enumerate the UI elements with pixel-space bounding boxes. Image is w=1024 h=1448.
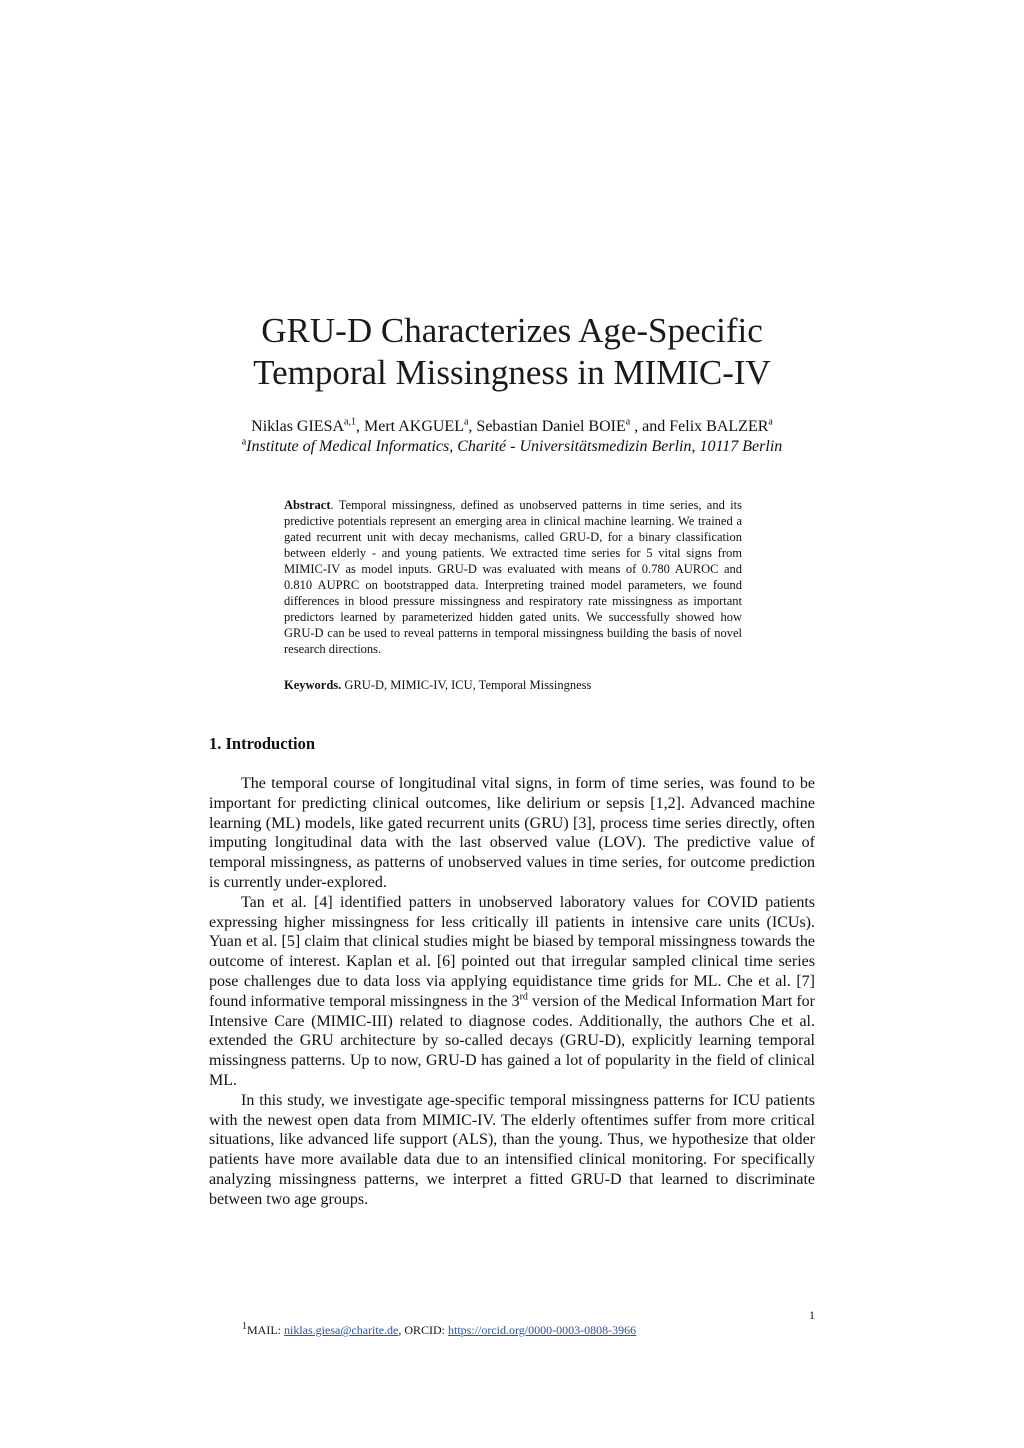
affiliation-text: Institute of Medical Informatics, Charité - Universitätsmedizin Berlin, 10117 Berlin: [246, 438, 783, 455]
author-3-superscript: a: [625, 416, 631, 428]
email-link[interactable]: niklas.giesa@charite.de: [284, 1323, 399, 1337]
author-list: [0, 417, 1024, 437]
paragraph-2-part-1: Tan et al. [4] identified patters in unobserved laboratory values for COVID patients expressing higher missingness for less critically ill patients in intensive care units (ICUs). Yuan et al. [5] claim that clinical studies might be biased by temporal missingness towards the outcome of interest. Kaplan et al. [6] pointed out that irregular sampled clinical time series pose challenges due to data loss via applying equidistance time grids for ML. Che et al. [7] found informative temporal missingness in the 3: [209, 893, 815, 1010]
author-1-name: Niklas GIESA: [251, 418, 345, 435]
abstract: [284, 497, 742, 657]
keywords: [284, 677, 742, 693]
keywords-text: GRU-D, MIMIC-IV, ICU, Temporal Missingness: [341, 678, 592, 692]
paragraph-2-superscript: rd: [519, 991, 528, 1003]
author-4-name: , and Felix BALZER: [630, 418, 769, 435]
author-2-superscript: a: [463, 416, 469, 428]
page-number: 1: [809, 1308, 815, 1322]
author-2-name: , Mert AKGUEL: [355, 418, 464, 435]
paragraph-2-part-2: version of the Medical Information Mart for Intensive Care (MIMIC-III) related to diagnose codes. Additionally, the authors Che et al. extended the GRU architecture by so-called decays (GRU-D), explicitly learning temporal missingness patterns. Up to now, GRU-D has gained a lot of popularity in the field of clinical ML.: [209, 992, 816, 1089]
paragraph-1: The temporal course of longitudinal vital signs, in form of time series, was found to be important for predicting clinical outcomes, like delirium or sepsis [1,2]. Advanced machine learning (ML) models, like gated recurrent units (GRU) [3], process time series directly, often imputing longitudinal data with the last observed value (LOV). The predictive value of temporal missingness, as patterns of unobserved values in time series, for outcome prediction is currently under-explored.: [209, 775, 815, 891]
paper-title: [0, 310, 1024, 394]
footnote: [242, 1322, 636, 1338]
introduction-body: [209, 774, 815, 1210]
abstract-text: . Temporal missingness, defined as unobserved patterns in time series, and its predictive potentials represent an emerging area in clinical machine learning. We trained a gated recurrent unit with decay mechanisms, called GRU-D, for a binary classification between elderly - and young patients. We extracted time series for 5 vital signs from MIMIC-IV as model inputs. GRU-D was evaluated with means of 0.780 AUROC and 0.810 AUPRC on bootstrapped data. Interpreting trained model parameters, we found differences in blood pressure missingness and respiratory rate missingness as important predictors learned by parameterized hidden gated units. We successfully showed how GRU-D can be used to reveal patterns in temporal missingness building the basis of novel research directions.: [284, 498, 742, 656]
footnote-marker: 1: [242, 1321, 247, 1332]
abstract-label: Abstract: [284, 498, 331, 512]
title-line-1: GRU-D Characterizes Age-Specific: [261, 311, 763, 350]
affiliation-superscript: a: [241, 436, 247, 448]
author-1-superscript: a,1: [344, 416, 356, 428]
author-3-name: , Sebastian Daniel BOIE: [468, 418, 626, 435]
footnote-orcid-label: , ORCID:: [398, 1323, 449, 1337]
footnote-mail-label: MAIL:: [247, 1323, 284, 1337]
author-4-superscript: a: [768, 416, 773, 428]
orcid-link[interactable]: https://orcid.org/0000-0003-0808-3966: [448, 1323, 637, 1337]
section-heading-introduction: 1. Introduction: [209, 734, 316, 753]
keywords-label: Keywords.: [284, 678, 342, 692]
title-line-2: Temporal Missingness in MIMIC-IV: [253, 353, 771, 392]
paragraph-3: In this study, we investigate age-specific temporal missingness patterns for ICU patients with the newest open data from MIMIC-IV. The elderly oftentimes suffer from more critical situations, like advanced life support (ALS), than the young. Thus, we hypothesize that older patients have more available data due to an intensified clinical monitoring. For specifically analyzing missingness patterns, we interpret a fitted GRU-D that learned to discriminate between two age groups.: [209, 1091, 815, 1208]
affiliation: [0, 437, 1024, 457]
paragraph-2: [209, 893, 815, 1091]
